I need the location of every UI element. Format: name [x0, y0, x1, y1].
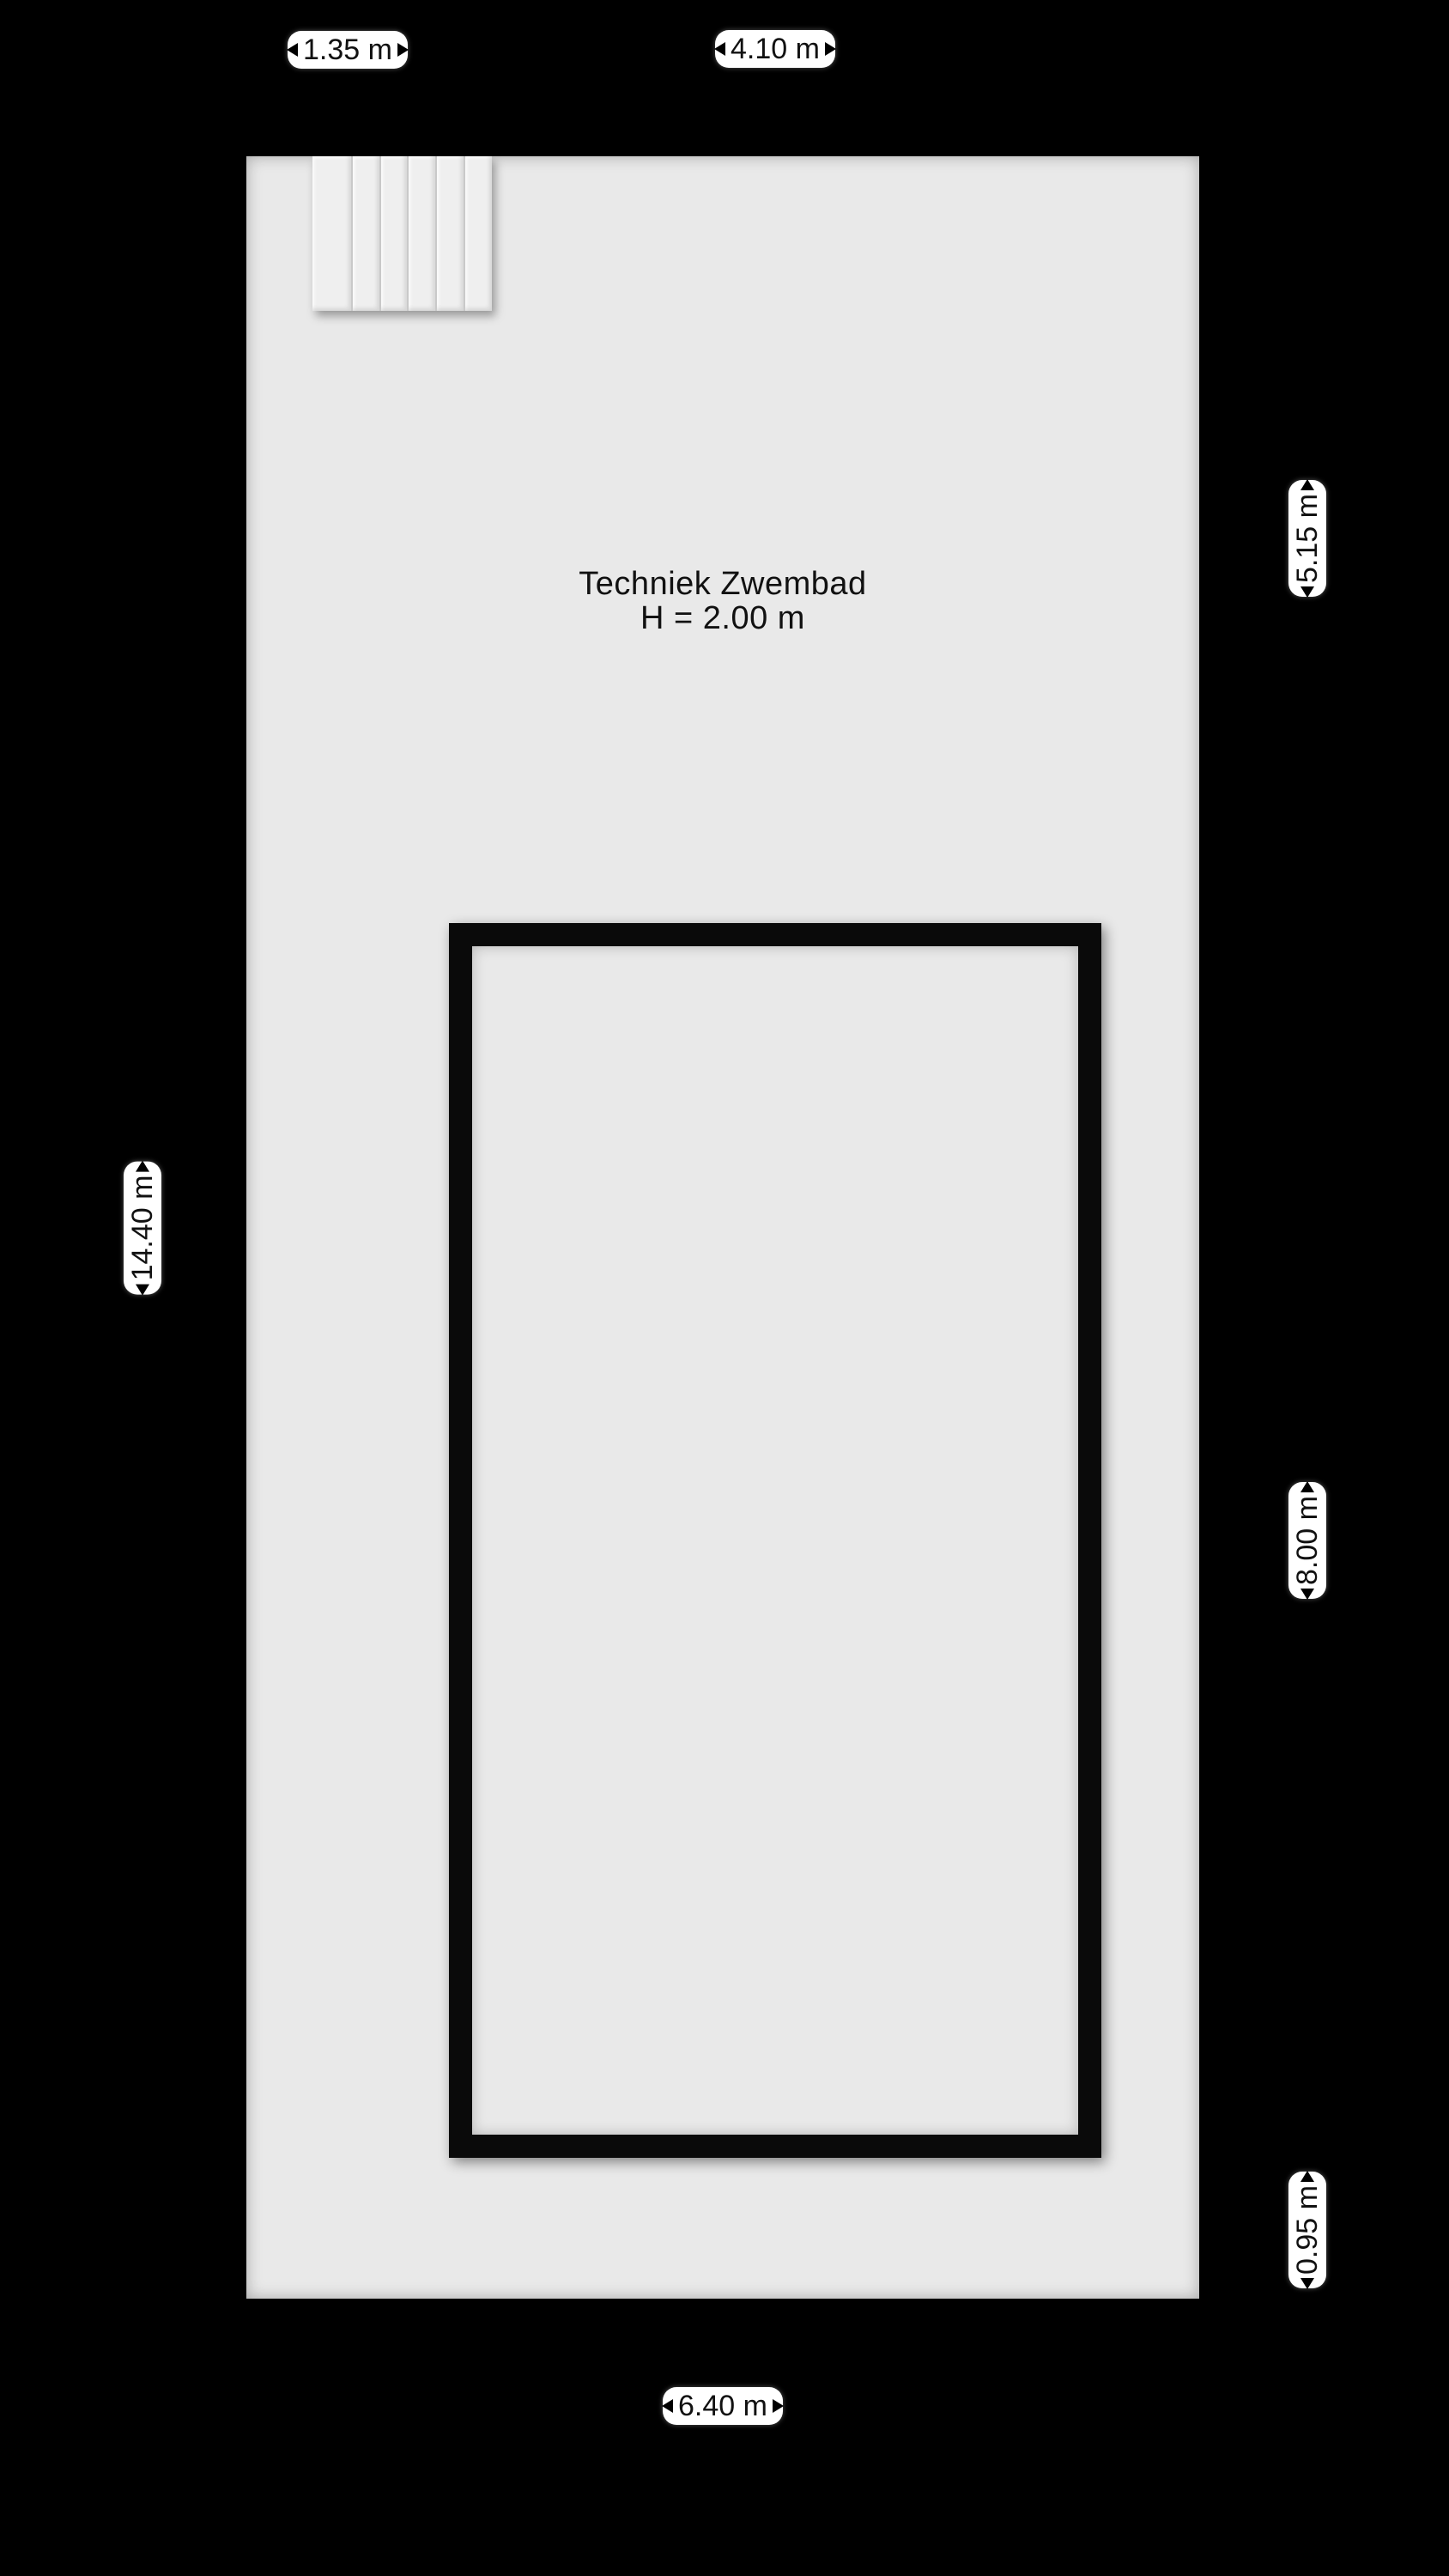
room-height-label: H = 2.00 m: [640, 600, 805, 636]
dimension-value: 8.00 m: [1290, 1496, 1324, 1585]
dimension-arrow-left-icon: [714, 42, 725, 56]
dimension-arrow-down-icon: [1300, 2278, 1314, 2289]
dimension-arrow-right-icon: [397, 43, 409, 57]
dimension-arrow-left-icon: [662, 2399, 673, 2413]
dimension-label-8-00: [1288, 1482, 1326, 1599]
pool-basin[interactable]: [449, 923, 1101, 2158]
dimension-arrow-down-icon: [1300, 1589, 1314, 1600]
dimension-arrow-right-icon: [825, 42, 836, 56]
dimension-arrow-up-icon: [1300, 1481, 1314, 1492]
stairs[interactable]: [312, 156, 492, 311]
dimension-label-5-15: [1288, 480, 1326, 597]
dimension-label-1-35: [288, 31, 408, 69]
dimension-value: 6.40 m: [678, 2389, 767, 2422]
dimension-arrow-right-icon: [773, 2399, 784, 2413]
stair-tread: [312, 156, 351, 311]
dimension-arrow-up-icon: [1300, 479, 1314, 490]
dimension-label-0-95: [1288, 2172, 1326, 2288]
stair-tread: [353, 156, 379, 311]
dimension-label-4-10: [715, 30, 835, 68]
dimension-arrow-up-icon: [136, 1161, 149, 1172]
dimension-value: 5.15 m: [1290, 494, 1324, 583]
dimension-value: 14.40 m: [125, 1175, 159, 1281]
room-label: [246, 567, 1199, 635]
dimension-label-6-40: [663, 2387, 783, 2425]
dimension-arrow-left-icon: [287, 43, 298, 57]
dimension-value: 4.10 m: [731, 32, 820, 65]
dimension-arrow-down-icon: [136, 1284, 149, 1295]
stair-tread: [409, 156, 435, 311]
dimension-label-14-40: [124, 1162, 161, 1295]
stair-tread: [381, 156, 408, 311]
dimension-arrow-up-icon: [1300, 2171, 1314, 2182]
dimension-arrow-down-icon: [1300, 586, 1314, 598]
room-title: Techniek Zwembad: [579, 566, 867, 602]
stair-tread: [437, 156, 464, 311]
stair-tread: [465, 156, 492, 311]
dimension-value: 1.35 m: [303, 33, 392, 66]
dimension-value: 0.95 m: [1290, 2185, 1324, 2275]
room-techniek-zwembad[interactable]: [246, 156, 1199, 2299]
